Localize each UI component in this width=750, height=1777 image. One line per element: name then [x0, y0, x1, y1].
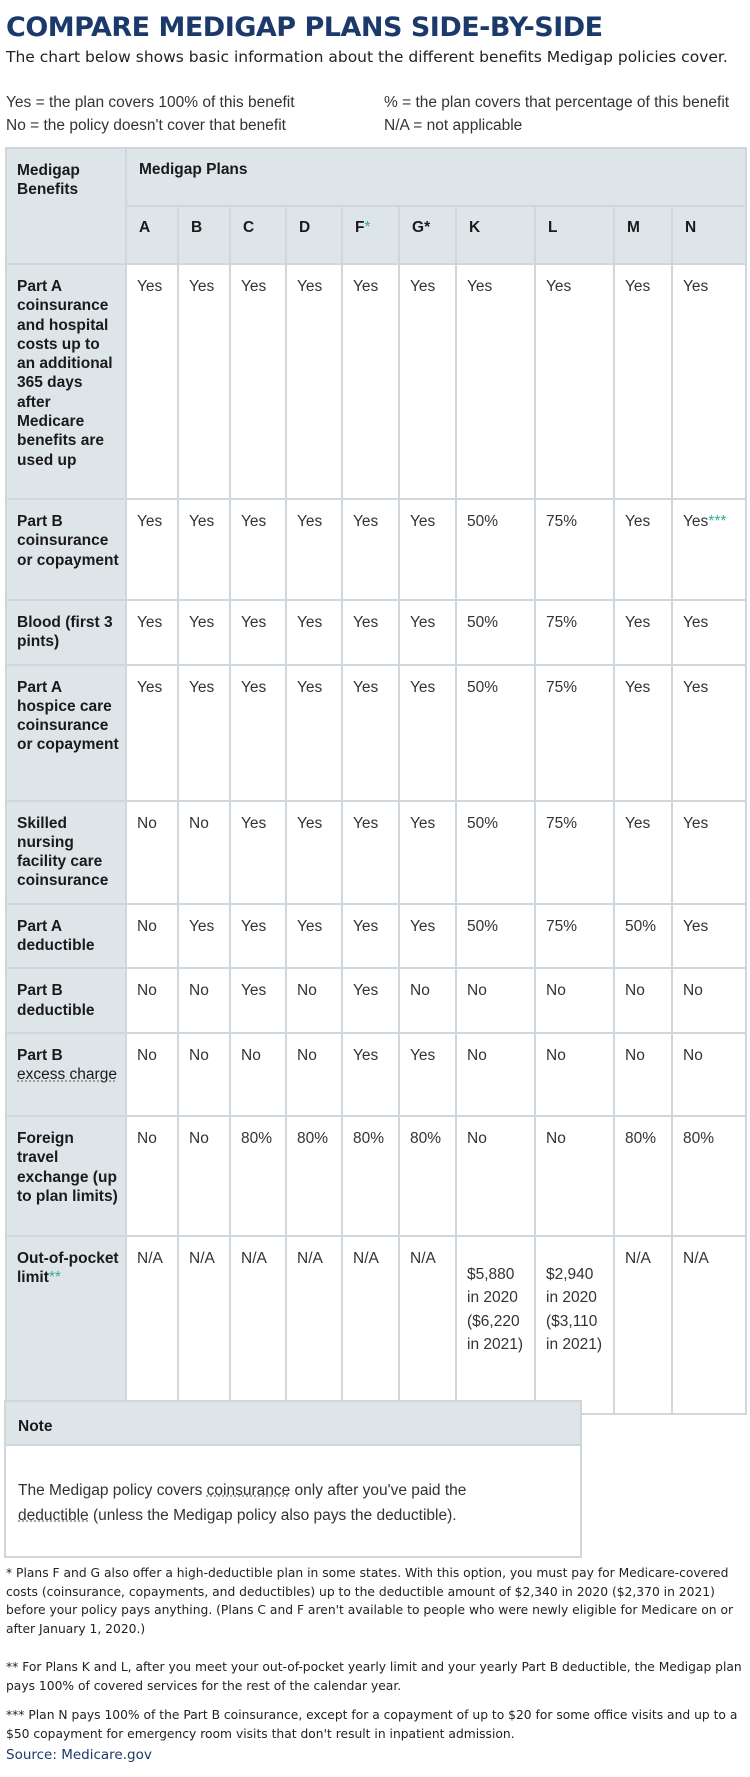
table-header-row [6, 148, 746, 206]
benefit-value-cell [342, 499, 399, 600]
benefit-value-cell [399, 1033, 456, 1116]
benefit-label-text: Skilled nursing facility care coinsurance [17, 814, 109, 890]
benefit-value: Yes [297, 917, 323, 935]
benefit-value-cell [286, 968, 342, 1033]
benefit-value: 75% [546, 917, 578, 935]
benefit-value: No [137, 982, 157, 1000]
benefit-value: Yes [137, 513, 163, 530]
benefit-value-cell [286, 904, 342, 969]
plans-column-header: Medigap Plans [126, 148, 746, 206]
benefit-value-cell [178, 801, 230, 904]
table-row [6, 904, 746, 969]
benefit-value: N/A [189, 1249, 215, 1267]
benefit-value: No [137, 1046, 157, 1064]
benefit-value-cell [230, 264, 286, 499]
benefit-label-text: Foreign travel exchange (up to plan limits) [17, 1129, 118, 1205]
benefit-value: $2,940 in 2020 ($3,110 in 2021) [546, 1265, 603, 1354]
benefit-label [6, 1116, 126, 1236]
benefit-value-cell [342, 665, 399, 801]
benefit-value-cell [286, 499, 342, 600]
benefit-value: Yes [683, 917, 709, 935]
benefit-value-cell [672, 600, 746, 665]
benefit-value-cell [672, 904, 746, 969]
benefit-value: No [241, 1046, 261, 1064]
benefit-value: No [410, 982, 430, 1000]
plan-letter: D [299, 219, 311, 236]
plan-header-b [178, 206, 230, 264]
benefit-value-cell [286, 600, 342, 665]
benefit-value: N/A [297, 1249, 323, 1267]
benefit-value: Yes [241, 814, 267, 832]
note-text-part: The Medigap policy covers [18, 1482, 207, 1499]
plan-header-m [614, 206, 672, 264]
benefit-value: Yes [410, 513, 436, 530]
benefit-value: Yes [241, 513, 267, 530]
benefit-value: Yes [241, 614, 267, 631]
benefit-value: N/A [137, 1249, 163, 1267]
benefit-value: 80% [297, 1129, 329, 1147]
footnote-mark[interactable]: ** [48, 1269, 61, 1287]
plan-letter: C [243, 219, 255, 236]
benefit-value: Yes [297, 678, 323, 696]
benefit-value-cell [456, 904, 535, 969]
benefit-value-cell [535, 904, 614, 969]
plan-asterisk-mark[interactable]: * [364, 219, 371, 236]
benefit-value-cell [178, 665, 230, 801]
benefit-value-cell [399, 904, 456, 969]
benefit-value-cell [399, 1236, 456, 1414]
benefit-value-cell [126, 1116, 178, 1236]
benefit-value-cell [178, 968, 230, 1033]
benefit-value: No [625, 1046, 645, 1064]
benefit-value: 75% [546, 678, 578, 696]
benefit-label-text: Part A deductible [17, 917, 95, 955]
benefit-value-cell [456, 600, 535, 665]
benefit-value: No [137, 814, 157, 832]
benefit-value: 80% [241, 1129, 273, 1147]
benefit-value: Yes [683, 678, 709, 696]
benefit-value: 50% [467, 513, 499, 530]
benefit-value-cell [672, 801, 746, 904]
benefit-value-cell [230, 499, 286, 600]
benefit-value: N/A [241, 1249, 267, 1267]
benefit-value: No [189, 814, 209, 832]
benefit-value: Yes [297, 614, 323, 631]
plan-header-d [286, 206, 342, 264]
benefit-value: No [137, 1129, 157, 1147]
table-row [6, 264, 746, 499]
table-row [6, 801, 746, 904]
benefit-label-text: Part B deductible [17, 982, 95, 1019]
benefit-value-cell [535, 499, 614, 600]
benefit-value-cell [286, 1116, 342, 1236]
benefit-value-cell [535, 1116, 614, 1236]
note-box [4, 1400, 582, 1558]
benefit-value: Yes [683, 614, 709, 631]
benefit-value: Yes [625, 814, 651, 832]
benefit-value: N/A [625, 1249, 651, 1267]
deductible-term-link[interactable]: deductible [18, 1507, 89, 1524]
benefit-value: $5,880 in 2020 ($6,220 in 2021) [467, 1265, 524, 1354]
benefit-value: Yes [625, 614, 651, 631]
benefit-value-cell [178, 1116, 230, 1236]
benefit-label [6, 499, 126, 600]
note-title: Note [6, 1402, 580, 1446]
benefit-value: Yes [241, 678, 267, 696]
benefit-value-cell [614, 904, 672, 969]
plan-letter: B [191, 219, 203, 236]
benefit-value: 75% [546, 814, 578, 832]
benefit-value: Yes [353, 513, 379, 530]
footnote-mark[interactable]: *** [708, 513, 727, 530]
benefit-label [6, 264, 126, 499]
plan-letter: N [685, 219, 697, 236]
benefit-value-cell [126, 801, 178, 904]
benefit-label [6, 904, 126, 969]
benefit-value: No [467, 982, 487, 1000]
plan-header-n [672, 206, 746, 264]
benefit-value: No [625, 982, 645, 1000]
benefit-value-cell [126, 904, 178, 969]
benefit-value-cell [672, 665, 746, 801]
benefit-value-cell [126, 1236, 178, 1414]
plan-letter: K [469, 219, 481, 236]
benefit-value-cell [230, 600, 286, 665]
benefit-value-cell [230, 1033, 286, 1116]
benefit-value-cell [286, 665, 342, 801]
table-row [6, 968, 746, 1033]
benefit-value: No [189, 982, 209, 1000]
note-text-part: (unless the Medigap policy also pays the deductible). [88, 1507, 457, 1524]
benefit-value: Yes [241, 917, 267, 935]
plan-header-c [230, 206, 286, 264]
benefit-value-cell [126, 499, 178, 600]
plan-asterisk-mark[interactable]: * [424, 219, 431, 236]
benefit-value-cell [614, 1033, 672, 1116]
benefit-value-cell [456, 499, 535, 600]
benefit-value: Yes [353, 917, 379, 935]
benefit-value-cell [342, 801, 399, 904]
benefit-label-text: Blood (first 3 pints) [17, 614, 113, 651]
benefit-value: N/A [683, 1249, 709, 1267]
table-row [6, 600, 746, 665]
benefit-value: No [467, 1129, 487, 1147]
plan-letter: G [412, 219, 425, 236]
benefit-value-cell [614, 1116, 672, 1236]
benefit-value-cell [286, 264, 342, 499]
benefit-value: N/A [353, 1249, 379, 1267]
benefit-label-text: Part B [17, 1046, 63, 1064]
benefit-value-cell [614, 665, 672, 801]
benefit-value: No [137, 917, 157, 935]
benefit-value: Yes [189, 678, 215, 696]
benefit-value-cell [342, 1236, 399, 1414]
benefit-value: Yes [353, 614, 379, 631]
benefit-value: 75% [546, 513, 578, 530]
legend-no: No = the policy doesn't cover that benefit [6, 117, 286, 134]
benefit-value-cell [178, 1236, 230, 1414]
benefit-value-cell [672, 499, 746, 600]
benefit-value: Yes [353, 982, 379, 1000]
benefit-value: Yes [625, 278, 651, 295]
table-row [6, 665, 746, 801]
benefit-value-cell [126, 264, 178, 499]
benefit-value-cell [342, 1116, 399, 1236]
benefit-value: Yes [189, 917, 215, 935]
footnote-high-deductible: * Plans F and G also offer a high-deductible plan in some states. With this option, you must pay for Medicare-covered costs (coinsurance, copayments, and deductibles) up to the deductible amount of $2,340 in 2020 ($2,370 in 2021) before your policy pays anything. (Plans C and F aren't available to people who were newly eligible for Medicare on or after January 1, 2020.) [6, 1566, 734, 1637]
plan-header-f [342, 206, 399, 264]
benefit-value-cell [342, 600, 399, 665]
coinsurance-term-link[interactable]: coinsurance [206, 1482, 291, 1499]
benefit-value: 80% [683, 1129, 715, 1147]
benefit-value-cell [614, 499, 672, 600]
benefit-value: 50% [467, 814, 499, 832]
medigap-comparison-table [5, 147, 747, 1415]
benefit-value-cell [672, 968, 746, 1033]
benefit-value: Yes [410, 1046, 436, 1064]
benefit-value-cell [456, 264, 535, 499]
benefit-value: Yes [410, 614, 436, 631]
benefit-label [6, 1033, 126, 1116]
benefit-value: No [189, 1129, 209, 1147]
intro-text: The chart below shows basic information about the different benefits Medigap policies cover. [6, 48, 728, 66]
benefit-label-text: Part A coinsurance and hospital costs up to an additional 365 days after Medicare benefits are used up [17, 278, 113, 469]
benefit-value: Yes [683, 814, 709, 832]
benefit-value-cell [672, 1033, 746, 1116]
benefit-value: Yes [546, 278, 572, 295]
benefit-value-cell [126, 600, 178, 665]
table-row [6, 499, 746, 600]
benefit-value-cell [342, 904, 399, 969]
benefit-label-text: Part A hospice care coinsurance or copayment [17, 678, 119, 754]
benefit-value-cell [614, 600, 672, 665]
benefit-value-cell [535, 1236, 614, 1414]
plan-header-l [535, 206, 614, 264]
benefit-value: 80% [625, 1129, 657, 1147]
benefit-value-cell [286, 1033, 342, 1116]
plan-header-k [456, 206, 535, 264]
benefit-value: Yes [410, 678, 436, 696]
benefit-value: 50% [467, 614, 499, 631]
footnote-plan-n: *** Plan N pays 100% of the Part B coinsurance, except for a copayment of up to $20 for some office visits and up to a $50 copayment for emergency room visits that don't result in inpatient admission. [6, 1708, 738, 1741]
benefit-value: Yes [137, 614, 163, 631]
benefit-value: Yes [410, 814, 436, 832]
benefit-value: Yes [625, 678, 651, 696]
benefit-value-cell [286, 1236, 342, 1414]
benefit-value-cell [126, 665, 178, 801]
benefit-value-cell [178, 499, 230, 600]
benefit-value-cell [672, 1116, 746, 1236]
benefit-value-cell [456, 1033, 535, 1116]
table-row [6, 1116, 746, 1236]
benefit-value-cell [399, 801, 456, 904]
benefit-value-cell [672, 264, 746, 499]
benefit-value: Yes [297, 278, 323, 295]
benefit-label [6, 801, 126, 904]
benefit-label-text: Out-of-pocket limit [17, 1249, 119, 1287]
benefit-value: Yes [353, 1046, 379, 1064]
benefit-value-cell [614, 968, 672, 1033]
benefit-value-cell [126, 968, 178, 1033]
benefit-value: Yes [241, 278, 267, 295]
benefit-value-cell [535, 665, 614, 801]
benefit-value-cell [535, 801, 614, 904]
benefit-value-cell [456, 1236, 535, 1414]
benefit-value: Yes [189, 614, 215, 631]
benefit-value-cell [126, 1033, 178, 1116]
benefit-value-cell [230, 968, 286, 1033]
benefit-value: No [546, 1129, 566, 1147]
benefits-column-header: Medigap Benefits [6, 148, 126, 264]
plan-header-a [126, 206, 178, 264]
benefit-value-cell [230, 801, 286, 904]
benefit-value-cell [230, 665, 286, 801]
benefit-value: 50% [467, 917, 499, 935]
benefit-value-cell [456, 968, 535, 1033]
benefit-value-cell [456, 665, 535, 801]
benefit-value-cell [535, 600, 614, 665]
benefit-value: No [467, 1046, 487, 1064]
benefit-label-text: Part B coinsurance or copayment [17, 513, 119, 569]
benefit-value-cell [456, 801, 535, 904]
benefit-value: Yes [625, 513, 651, 530]
benefit-value: No [189, 1046, 209, 1064]
note-text [18, 1478, 538, 1528]
benefit-value: N/A [410, 1249, 436, 1267]
benefit-value-cell [399, 600, 456, 665]
benefit-value-cell [230, 1236, 286, 1414]
benefit-value: Yes [297, 814, 323, 832]
benefit-value-cell [399, 968, 456, 1033]
benefit-label [6, 1236, 126, 1414]
table-row [6, 1033, 746, 1116]
legend-yes: Yes = the plan covers 100% of this benefit [6, 94, 295, 111]
benefit-label [6, 600, 126, 665]
benefit-value: Yes [241, 982, 267, 1000]
benefit-value-cell [399, 665, 456, 801]
benefit-value: 75% [546, 614, 578, 631]
benefit-value-cell [286, 801, 342, 904]
benefit-value-cell [342, 1033, 399, 1116]
benefit-value: 50% [625, 917, 657, 935]
benefit-value: 80% [410, 1129, 442, 1147]
note-text-part: only after you've paid the [290, 1482, 467, 1499]
benefit-value: Yes [189, 513, 215, 530]
footnote-out-of-pocket: ** For Plans K and L, after you meet your out-of-pocket yearly limit and your yearly Part B deductible, the Medigap plan pays 100% of covered services for the rest of the calendar year. [6, 1660, 742, 1693]
benefit-value-cell [535, 1033, 614, 1116]
benefit-value-cell [342, 264, 399, 499]
benefit-value-cell [178, 904, 230, 969]
benefit-value: Yes [353, 278, 379, 295]
page-title: COMPARE MEDIGAP PLANS SIDE-BY-SIDE [6, 12, 603, 43]
benefit-value: Yes [137, 278, 163, 295]
legend-na: N/A = not applicable [384, 117, 523, 134]
benefit-value-cell [614, 1236, 672, 1414]
benefit-value-cell [342, 968, 399, 1033]
benefit-value-cell [178, 264, 230, 499]
benefit-value-cell [230, 1116, 286, 1236]
benefit-value: Yes [683, 278, 709, 295]
benefit-value: Yes [137, 678, 163, 696]
benefit-value: Yes [353, 814, 379, 832]
benefit-value-cell [399, 264, 456, 499]
benefit-value: Yes [297, 513, 323, 530]
legend-percent: % = the plan covers that percentage of this benefit [384, 94, 730, 111]
benefit-value-cell [535, 968, 614, 1033]
plan-letter: A [139, 219, 151, 236]
plan-letter: L [548, 219, 558, 236]
benefit-value: Yes [467, 278, 493, 295]
excess-charge-term-link[interactable]: excess charge [17, 1066, 117, 1084]
benefit-value: 50% [467, 678, 499, 696]
benefit-value-cell [614, 264, 672, 499]
benefit-value-cell [614, 801, 672, 904]
plan-letter: M [627, 219, 640, 236]
benefit-label [6, 665, 126, 801]
benefit-value-cell [535, 264, 614, 499]
benefit-value: Yes [410, 278, 436, 295]
benefit-value-cell [672, 1236, 746, 1414]
benefit-label [6, 968, 126, 1033]
benefit-value: Yes [189, 278, 215, 295]
benefit-value: No [683, 1046, 703, 1064]
table-row [6, 1236, 746, 1414]
plan-header-g [399, 206, 456, 264]
benefit-value: Yes [410, 917, 436, 935]
benefit-value: 80% [353, 1129, 385, 1147]
benefit-value-cell [456, 1116, 535, 1236]
plan-letter: F [355, 219, 365, 236]
benefit-value: Yes [683, 513, 709, 530]
benefit-value-cell [399, 499, 456, 600]
benefit-value-cell [178, 600, 230, 665]
benefit-value-cell [178, 1033, 230, 1116]
benefit-value-cell [399, 1116, 456, 1236]
benefit-value-cell [230, 904, 286, 969]
benefit-value: No [297, 1046, 317, 1064]
source-credit: Source: Medicare.gov [6, 1747, 152, 1763]
benefit-value: No [546, 1046, 566, 1064]
benefit-value: Yes [353, 678, 379, 696]
benefit-value: No [297, 982, 317, 1000]
benefit-value: No [546, 982, 566, 1000]
benefit-value: No [683, 982, 703, 1000]
